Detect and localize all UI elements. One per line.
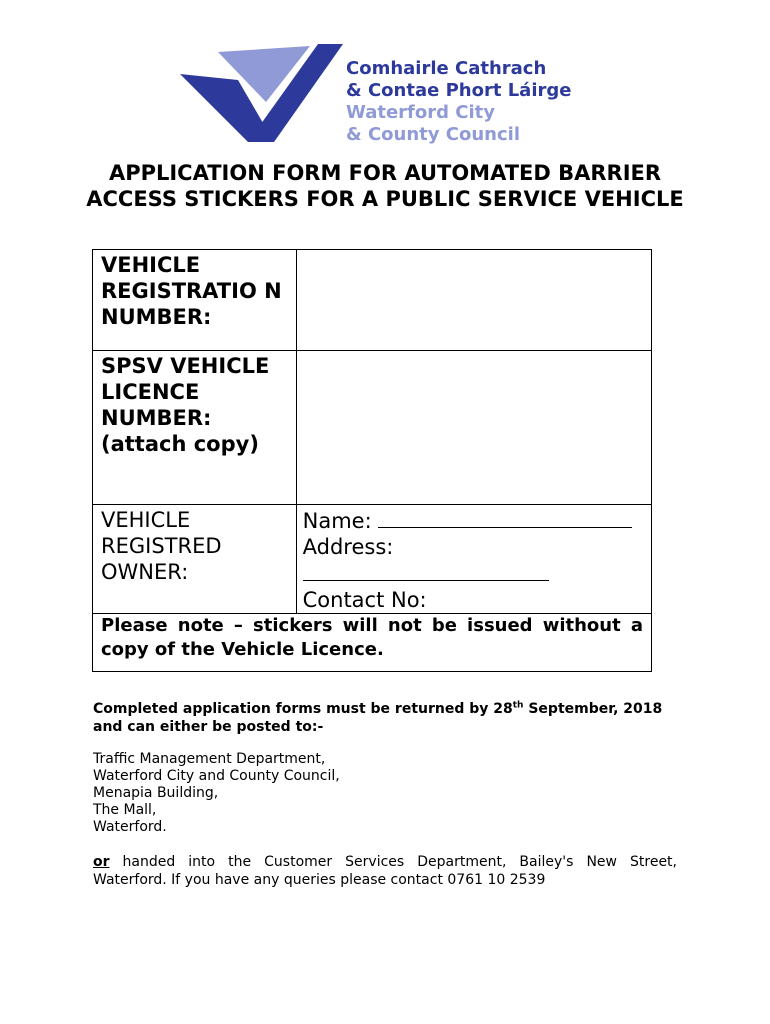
vehicle-reg-row <box>93 250 652 351</box>
owner-address-label: Address: <box>302 535 394 559</box>
spsv-licence-field[interactable] <box>296 351 651 505</box>
note-row <box>93 614 652 672</box>
hand-in-text: handed into the Customer Services Department, Bailey's New Street, Waterford. If you have any queries please contact 0761 10 2539 <box>93 854 677 888</box>
application-form-table <box>92 249 652 672</box>
owner-name-line <box>303 507 651 534</box>
spsv-licence-label: SPSV VEHICLE LICENCE NUMBER: (attach copy) <box>93 351 297 505</box>
council-name <box>346 58 571 146</box>
logo-line-2: & Contae Phort Láirge <box>346 80 572 101</box>
owner-row <box>93 505 652 614</box>
logo-line-1: Comhairle Cathrach <box>346 58 547 79</box>
owner-label: VEHICLE REGISTRED OWNER: <box>93 505 297 614</box>
logo-line-3: Waterford City <box>346 102 495 123</box>
owner-address-line <box>303 560 651 587</box>
address-line-2: Waterford City and County Council, <box>93 768 340 784</box>
hand-in-instructions <box>93 853 677 889</box>
owner-name-label: Name: <box>302 509 379 533</box>
vehicle-reg-label: VEHICLE REGISTRATIO N NUMBER: <box>93 250 297 351</box>
address-line-5: Waterford. <box>93 819 167 835</box>
owner-details-field[interactable] <box>296 505 651 614</box>
return-text-end: September, 2018 and can either be posted to:- <box>93 701 663 735</box>
return-date-suffix: th <box>512 700 524 711</box>
council-emblem-icon <box>178 44 343 144</box>
address-line-3: Menapia Building, <box>93 785 219 801</box>
logo-line-4: & County Council <box>346 124 520 145</box>
council-logo <box>178 44 598 144</box>
owner-contact-label: Contact No: <box>302 588 427 612</box>
spsv-licence-row <box>93 351 652 505</box>
owner-name-blank[interactable] <box>378 507 632 528</box>
owner-address-blank[interactable] <box>303 560 549 581</box>
or-emphasis: or <box>93 854 110 870</box>
form-title: APPLICATION FORM FOR AUTOMATED BARRIER ACCESS STICKERS FOR A PUBLIC SERVICE VEHICLE <box>86 161 684 211</box>
address-line-1: Traffic Management Department, <box>93 751 326 767</box>
return-instructions <box>93 700 693 736</box>
return-text-start: Completed application forms must be returned by 28 <box>93 701 513 717</box>
licence-note: Please note – stickers will not be issued without a copy of the Vehicle Licence. <box>93 614 652 672</box>
address-line-4: The Mall, <box>93 802 157 818</box>
postal-address <box>93 751 693 836</box>
vehicle-reg-field[interactable] <box>296 250 651 351</box>
